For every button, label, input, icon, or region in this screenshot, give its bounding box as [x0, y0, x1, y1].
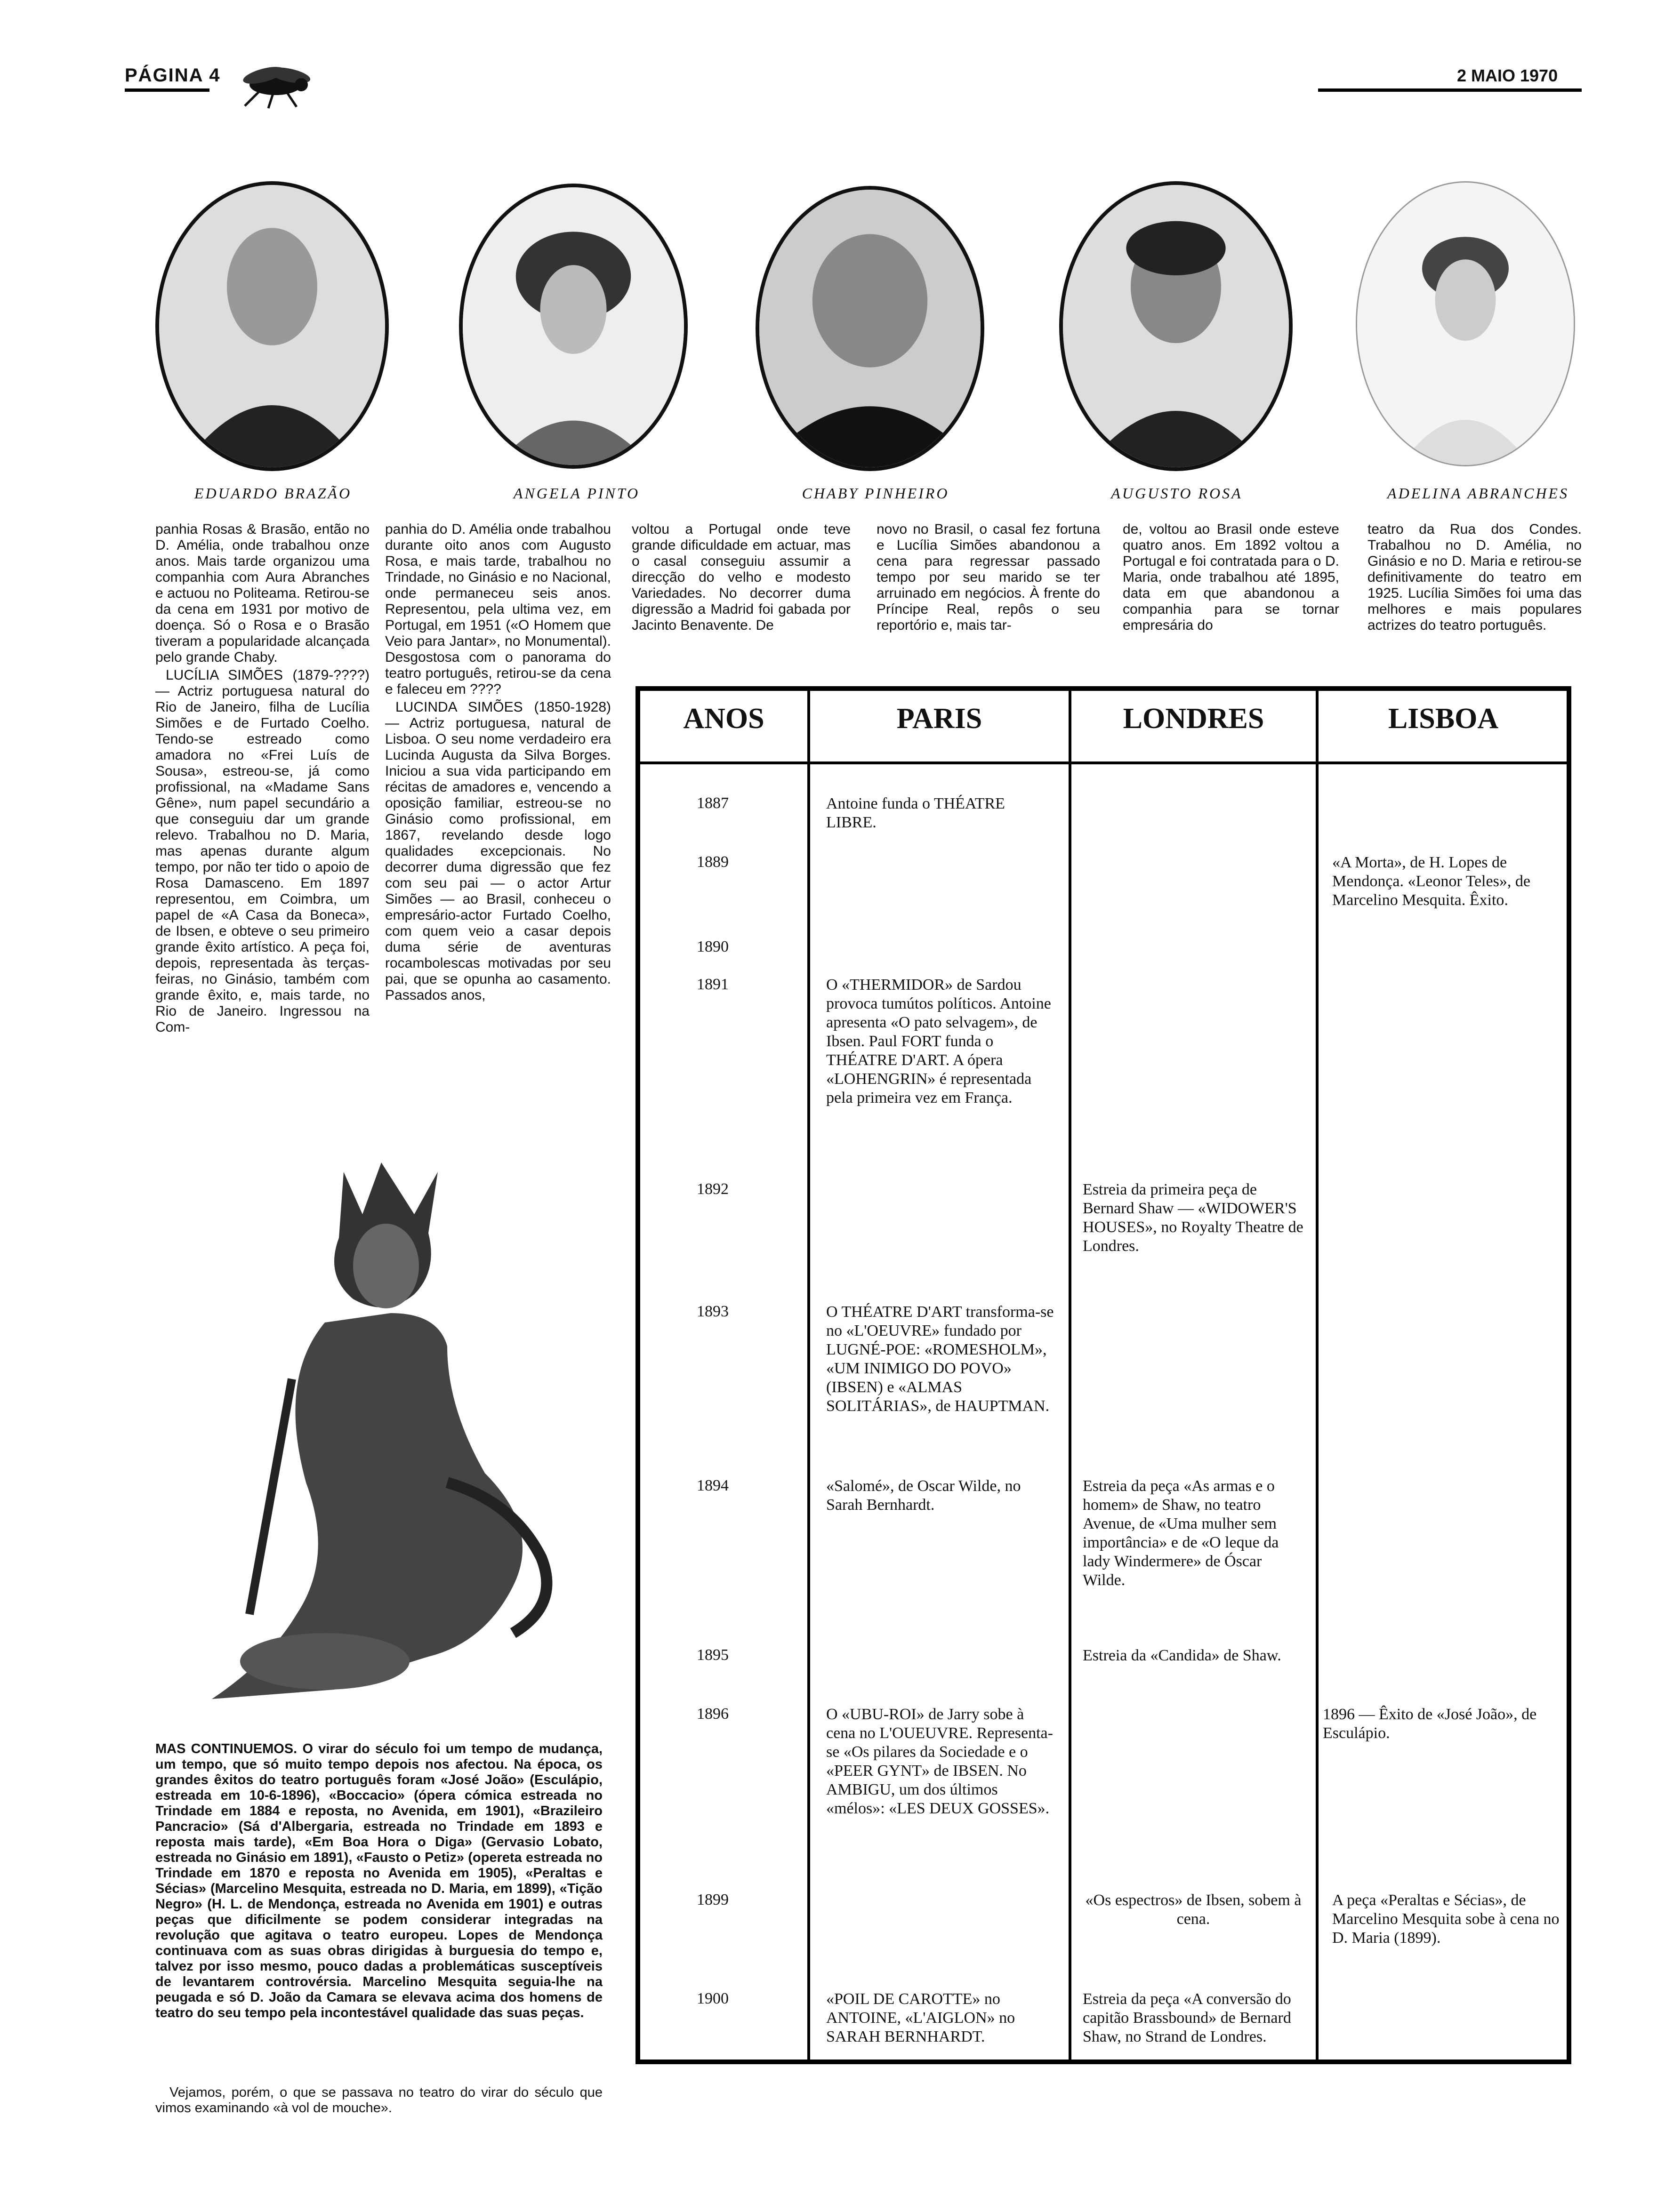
chronology-table — [635, 686, 1571, 2064]
londres-1894: Estreia da peça «As armas e o homem» de Shaw, no teatro Avenue, de «Uma mulher sem importância» e de «O leque da lady Windermere» de Óscar Wilde. — [1083, 1477, 1279, 1589]
year-1891: 1891 — [697, 976, 729, 993]
paris-1900: «POIL DE CAROTTE» no ANTOINE, «L'AIGLON» no SARAH BERNHARDT. — [826, 1990, 1015, 2045]
paragraph: novo no Brasil, o casal fez fortuna e Lucília Simões abandonou a cena para regressar passado tempo por seu marido se ter arruinado em negócios. À frente do Príncipe Real, repôs o seu reportório e, mais tar- — [877, 521, 1100, 633]
column-header-lisboa: LISBOA — [1388, 703, 1499, 735]
londres-1895: Estreia da «Candida» de Shaw. — [1083, 1647, 1281, 1664]
text-column-6 — [1367, 521, 1582, 635]
text-column-5 — [1123, 521, 1339, 635]
portrait-augusto-rosa — [1059, 181, 1293, 471]
londres-1892: Estreia da primeira peça de Bernard Shaw — «WIDOWER'S HOUSES», no Royalty Theatre de Londres. — [1083, 1181, 1303, 1255]
lisboa-1896: 1896 — Êxito de «José João», de Esculápio. — [1323, 1706, 1537, 1742]
year-1900: 1900 — [697, 1990, 729, 2007]
year-1889: 1889 — [697, 853, 729, 871]
londres-1899: «Os espectros» de Ibsen, sobem à cena. — [1085, 1891, 1302, 1928]
paris-1896: O «UBU-ROI» de Jarry sobe à cena no L'OUEUVRE. Representa-se «Os pilares da Sociedade e o «PEER GYNT» de IBSEN. No AMBIGU, um dos últimos «mélos»: «LES DEUX GOSSES». — [826, 1706, 1053, 1817]
caption-augusto-rosa: AUGUSTO ROSA — [1111, 485, 1243, 502]
paragraph: LUCÍLIA SIMÕES (1879-????) — Actriz portuguesa natural do Rio de Janeiro, filha de Lucília Simões e de Furtado Coelho. Tendo-se estreado como amadora no «Frei Luís de Sousa», estreou-se, já como profissional, na «Madame Sans Gêne», num papel secundário a que conseguiu dar um grande relevo. Trabalhou no D. Maria, mas apenas durante algum tempo, por não ter tido o apoio de Rosa Damasceno. Em 1897 representou, em Coimbra, um papel de «A Casa da Boneca», de Ibsen, e obteve o seu primeiro grande êxito artístico. A peça foi, depois, representada às terças-feiras, no Ginásio, também com grande êxito, e, mais tarde, no Rio de Janeiro. Ingressou na Com- — [155, 667, 370, 1035]
portrait-angela-pinto — [459, 184, 688, 469]
column-header-anos: ANOS — [683, 703, 764, 735]
caption-adelina-abranches: ADELINA ABRANCHES — [1387, 485, 1569, 502]
column-header-paris: PARIS — [896, 703, 982, 735]
page-date: 2 MAIO 1970 — [1457, 66, 1558, 85]
paragraph: LUCINDA SIMÕES (1850-1928) — Actriz portuguesa, natural de Lisboa. O seu nome verdadeiro era Lucinda Augusta da Silva Borges. Iniciou a sua vida participando em récitas de amadores e, vencendo a oposição familiar, estreou-se no Ginásio como profissional, em 1867, revelando desde logo qualidades excepcionais. No decorrer duma digressão que fez com seu pai — o actor Artur Simões — ao Brasil, conheceu o empresário-actor Furtado Coelho, com quem veio a casar depois duma série de aventuras rocambolescas motivadas por seu pai, que se opunha ao casamento. Passados anos, — [385, 699, 611, 1003]
year-1899: 1899 — [697, 1891, 729, 1908]
year-1887: 1887 — [697, 794, 729, 812]
column-header-londres: LONDRES — [1123, 703, 1264, 735]
caption-body: O virar do século foi um tempo de mudança, um tempo, que só muito tempo depois nos afectou. Na época, os grandes êxitos do teatro português foram «José João» (Esculápio, estreada em 10-6-1896), «Boccacio» (ópera cómica estreada no Trindade em 1884 e reposta, no Avenida, em 1901), «Brazileiro Pancracio» (Sá d'Albergaria, estreada no Trindade em 1893 e reposta mais tarde), «Em Boa Hora o Diga» (Gervasio Lobato, estreada no Ginásio em 1891), «Fausto o Petiz» (opereta estreada no Trindade em 1870 e reposta no Avenida em 1905), «Peraltas e Sécias» (Marcelino Mesquita, estreada no D. Maria, em 1899), «Tição Negro» (H. L. de Mendonça, estreada no Avenida em 1901) e outras peças que dificilmente se podem considerar integradas na revolução que agitava o teatro europeu. Lopes de Mendonça continuava com as suas obras dirigidas à burguesia do tempo e, talvez por isso mesmo, pouco dadas a problemáticas susceptíveis de levantarem controvérsia. Marcelino Mesquita seguia-lhe na peugada e só D. João da Camara se elevava acima dos homens de teatro do seu tempo pela incontestável qualidade das suas peças. — [155, 1741, 603, 2020]
year-1893: 1893 — [697, 1303, 729, 1320]
portrait-adelina-abranches — [1356, 181, 1575, 466]
header-rule-left — [125, 88, 209, 92]
text-column-4 — [877, 521, 1100, 635]
text-column-1 — [155, 521, 370, 1037]
portrait-eduardo-brazao — [155, 181, 389, 471]
paragraph: panhia Rosas & Brasão, então no D. Amélia, onde trabalhou onze anos. Mais tarde organizou uma companhia com Aura Abranches e actuou no Politeama. Retirou-se da cena em 1931 por motivo de doença. Só o Rosa e o Brasão tiveram a popularidade alcançada pelo grande Chaby. — [155, 521, 370, 665]
paragraph: panhia do D. Amélia onde trabalhou durante oito anos com Augusto Rosa, e mais tarde, trabalhou no Trindade, no Ginásio e no Nacional, onde permaneceu seis anos. Representou, pela ultima vez, em Portugal, em 1951 («O Homem que Veio para Jantar», no Monumental). Desgostosa com o panorama do teatro português, retirou-se da cena e faleceu em ???? — [385, 521, 611, 697]
paris-1894: «Salomé», de Oscar Wilde, no Sarah Bernhardt. — [826, 1477, 1021, 1514]
caption-eduardo-brazao: EDUARDO BRAZÃO — [194, 485, 352, 502]
caption-angela-pinto: ANGELA PINTO — [513, 485, 640, 502]
paris-1891: O «THERMIDOR» de Sardou provoca tumútos políticos. Antoine apresenta «O pato selvagem», de Ibsen. Paul FORT funda o THÉATRE D'ART. A ópera «LOHENGRIN» é representada pela primeira vez em França. — [826, 976, 1051, 1106]
year-1890: 1890 — [697, 938, 729, 955]
text-column-2 — [385, 521, 611, 1005]
year-1896: 1896 — [697, 1705, 729, 1723]
caption-lead: MAS CONTINUEMOS. — [155, 1741, 298, 1756]
year-1892: 1892 — [697, 1180, 729, 1198]
caption-chaby-pinheiro: CHABY PINHEIRO — [802, 485, 949, 502]
lisboa-1899: A peça «Peraltas e Sécias», de Marcelino Mesquita sobe à cena no D. Maria (1899). — [1332, 1891, 1560, 1947]
satyr-illustration-icon — [184, 1144, 598, 1723]
londres-1900: Estreia da peça «A conversão do capitão Brassbound» de Bernard Shaw, no Strand de Londres. — [1083, 1990, 1291, 2045]
text-column-3 — [632, 521, 851, 635]
paragraph: de, voltou ao Brasil onde esteve quatro anos. Em 1892 voltou a Portugal e foi contratada para o D. Maria, onde trabalhou até 1895, data em que abandonou a companhia para se tornar empresária do — [1123, 521, 1339, 633]
header-rule-right — [1318, 88, 1582, 92]
year-1894: 1894 — [697, 1477, 729, 1494]
illustration-caption — [155, 1741, 603, 2021]
paris-1887: Antoine funda o THÉATRE LIBRE. — [826, 795, 1005, 831]
paragraph: teatro da Rua dos Condes. Trabalhou no D. Amélia, no Ginásio e no D. Maria e retirou-se definitivamente do teatro em 1925. Lucília Simões foi uma das melhores e mais populares actrizes do teatro português. — [1367, 521, 1582, 633]
portrait-chaby-pinheiro — [756, 186, 984, 471]
paragraph: voltou a Portugal onde teve grande dificuldade em actuar, mas o casal conseguiu assumir a direcção do velho e modesto Variedades. No decorrer duma digressão a Madrid foi gabada por Jacinto Benavente. De — [632, 521, 851, 633]
fly-icon — [231, 59, 320, 111]
page-number: PÁGINA 4 — [125, 65, 221, 86]
year-1895: 1895 — [697, 1646, 729, 1664]
paris-1893: O THÉATRE D'ART transforma-se no «L'OEUVRE» fundado por LUGNÉ-POE: «ROMESHOLM», «UM INIMIGO DO POVO» (IBSEN) e «ALMAS SOLITÁRIAS», de HAUPTMAN. — [826, 1303, 1054, 1415]
lisboa-1889: «A Morta», de H. Lopes de Mendonça. «Leonor Teles», de Marcelino Mesquita. Êxito. — [1332, 854, 1530, 909]
caption-closing: Vejamos, porém, o que se passava no teatro do virar do século que vimos examinando «à vol de mouche». — [155, 2085, 603, 2116]
